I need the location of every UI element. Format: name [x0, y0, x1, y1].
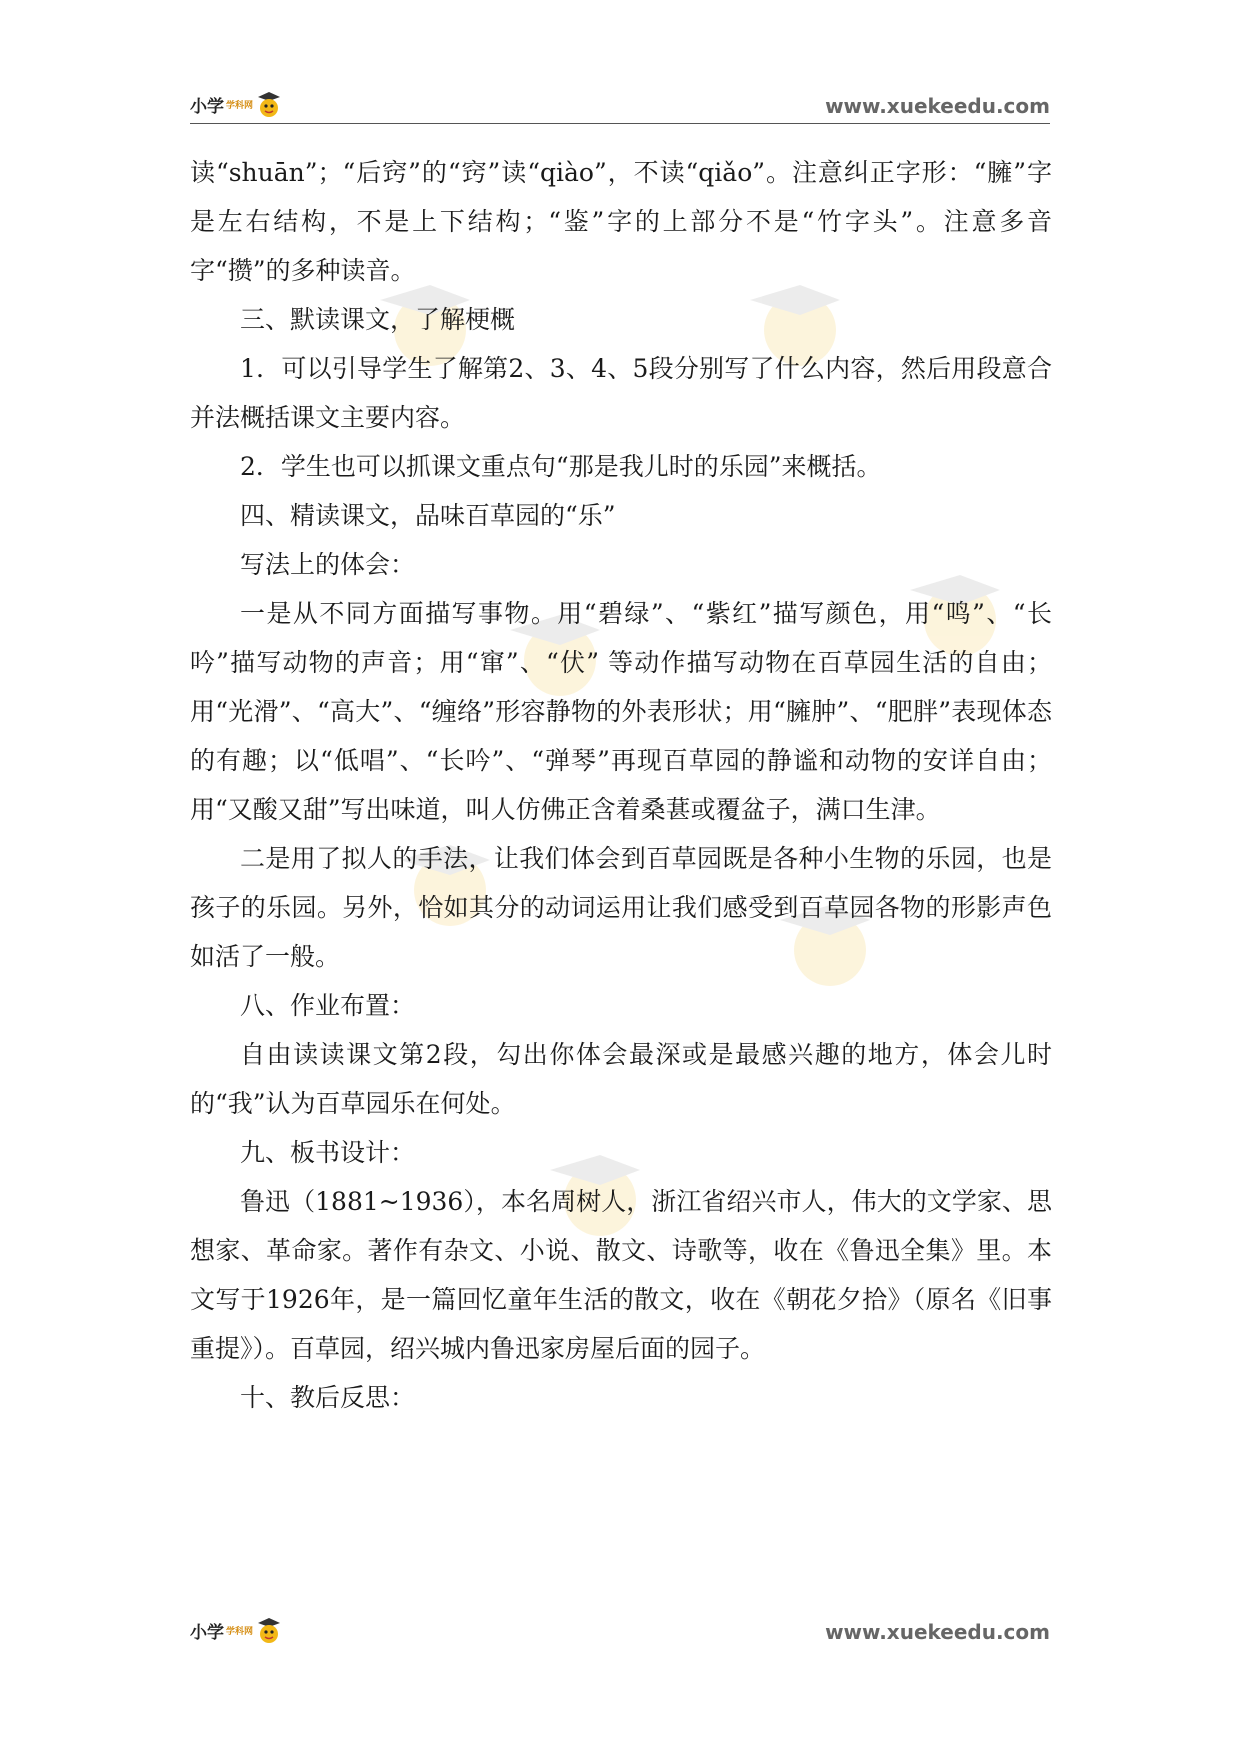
header-divider: [190, 123, 1050, 124]
logo-subtext: 学科网: [226, 100, 254, 111]
site-logo: [190, 86, 282, 122]
mascot-icon: [256, 1615, 282, 1645]
section-heading: 八、作业布置：: [240, 991, 416, 1020]
paragraph: 鲁迅（1881~1936），本名周树人，浙江省绍兴市人，伟大的文学家、思想家、革命家。著作有杂文、小说、散文、诗歌等，收在《鲁迅全集》里。本文写于1926年，是一篇回忆童年生活的散文，收在《朝花夕拾》（原名《旧事重提》）。百草园，绍兴城内鲁迅家房屋后面的园子。: [190, 1187, 1052, 1363]
site-url[interactable]: www.xuekeedu.com: [825, 1620, 1050, 1644]
section-heading: 十、教后反思：: [240, 1383, 416, 1412]
section-heading: 九、板书设计：: [240, 1138, 416, 1167]
logo-text: 小学: [190, 1622, 224, 1643]
document-body: [190, 148, 1052, 1422]
logo-subtext: 学科网: [226, 1626, 254, 1637]
section-heading: 四、精读课文，品味百草园的“乐”: [240, 501, 616, 530]
paragraph: 二是用了拟人的手法，让我们体会到百草园既是各种小生物的乐园，也是孩子的乐园。另外，恰如其分的动词运用让我们感受到百草园各物的形影声色如活了一般。: [190, 844, 1052, 971]
paragraph: 自由读读课文第2段，勾出你体会最深或是最感兴趣的地方，体会儿时的“我”认为百草园乐在何处。: [190, 1040, 1052, 1118]
subheading: 写法上的体会：: [240, 550, 416, 579]
logo-text: 小学: [190, 96, 224, 117]
paragraph: 1．可以引导学生了解第2、3、4、5段分别写了什么内容，然后用段意合并法概括课文主要内容。: [190, 354, 1052, 432]
site-url[interactable]: www.xuekeedu.com: [825, 94, 1050, 118]
paragraph: 2．学生也可以抓课文重点句“那是我儿时的乐园”来概括。: [240, 452, 882, 481]
mascot-icon: [256, 89, 282, 119]
section-heading: 三、默读课文，了解梗概: [240, 305, 516, 334]
page-header: [190, 86, 1050, 126]
paragraph: 读“shuān”；“后窍”的“窍”读“qiào”，不读“qiǎo”。注意纠正字形：“臃”字是左右结构，不是上下结构；“鉴”字的上部分不是“竹字头”。注意多音字“攒”的多种读音。: [190, 158, 1052, 285]
page-footer: [190, 1612, 1050, 1652]
footer-logo: [190, 1612, 282, 1648]
paragraph: 一是从不同方面描写事物。用“碧绿”、“紫红”描写颜色，用“鸣”、“长吟”描写动物的声音；用“窜”、“伏” 等动作描写动物在百草园生活的自由；用“光滑”、“高大”、“缠络”形容静物的外表形状；用“臃肿”、“肥胖”表现体态的有趣；以“低唱”、“长吟”、“弹琴”再现百草园的静谧和动物的安详自由；用“又酸又甜”写出味道，叫人仿佛正含着桑葚或覆盆子，满口生津。: [190, 599, 1052, 824]
